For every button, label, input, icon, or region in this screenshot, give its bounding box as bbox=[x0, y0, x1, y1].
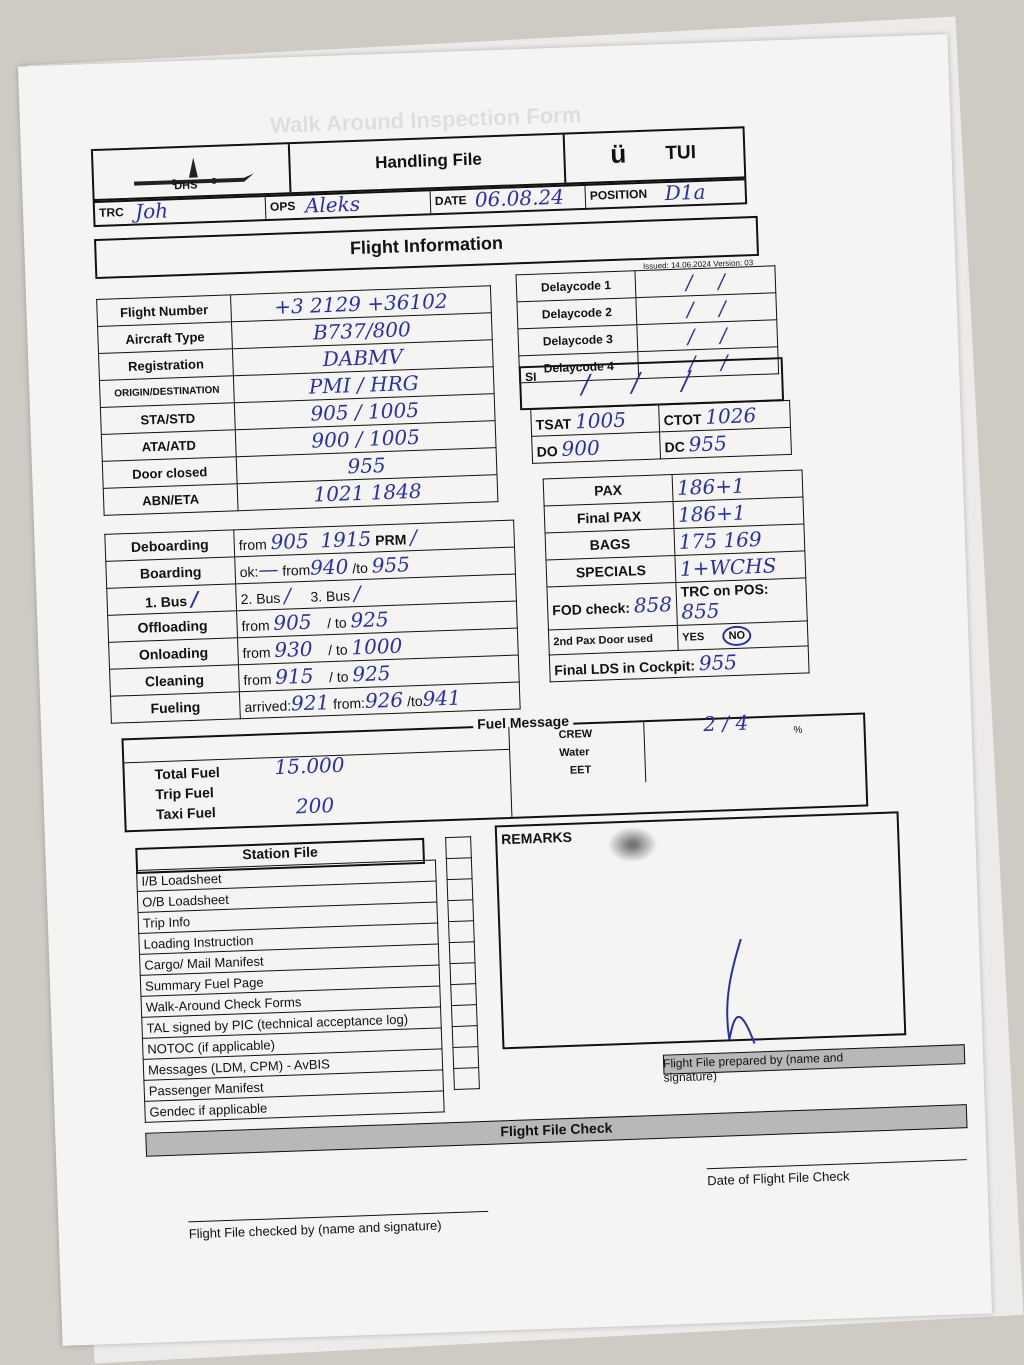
fod-label: FOD check: bbox=[551, 599, 631, 619]
flight-info-value: 905 / 1005 bbox=[234, 394, 495, 430]
onloading-from-label: from bbox=[242, 644, 271, 662]
station-file-checkbox[interactable] bbox=[451, 1005, 477, 1027]
checked-by-label: Flight File checked by (name and signature) bbox=[188, 1217, 442, 1242]
station-file-item: Gendec if applicable bbox=[145, 1091, 445, 1122]
pax-value: 175 169 bbox=[674, 524, 805, 556]
fod-value: 858 bbox=[633, 592, 673, 618]
si-label: SI bbox=[524, 369, 537, 385]
delaycode-label: Delaycode 1 bbox=[516, 271, 636, 302]
ink-stain bbox=[607, 826, 658, 864]
deboarding-second-value: 1915 bbox=[319, 526, 372, 553]
station-file-checkbox[interactable] bbox=[452, 1026, 478, 1048]
flight-info-label: ORIGIN/DESTINATION bbox=[99, 376, 234, 408]
station-file-item: Summary Fuel Page bbox=[140, 965, 440, 996]
tui-logo bbox=[563, 128, 747, 182]
delaycode-label: Delaycode 2 bbox=[517, 298, 637, 329]
pax-label: PAX bbox=[543, 475, 673, 506]
flight-info-label: STA/STD bbox=[100, 403, 235, 435]
second-door-label: 2nd Pax Door used bbox=[548, 625, 678, 654]
bleed-through-title: Walk Around Inspection Form bbox=[269, 101, 582, 138]
station-file-item: TAL signed by PIC (technical acceptance log) bbox=[142, 1007, 442, 1038]
station-file-item: Walk-Around Check Forms bbox=[141, 986, 441, 1017]
checked-by-field[interactable] bbox=[188, 1211, 489, 1241]
signature-mark bbox=[701, 938, 785, 1051]
flight-info-value: B737/800 bbox=[231, 313, 492, 349]
dc-value: 955 bbox=[688, 431, 728, 457]
dhs-logo bbox=[93, 144, 292, 199]
cleaning-from-value: 915 bbox=[274, 663, 314, 690]
crew-label: CREW bbox=[558, 727, 593, 742]
pax-label: SPECIALS bbox=[546, 555, 676, 586]
deboarding-from-label: from bbox=[238, 536, 268, 554]
fueling-from-label: from: bbox=[332, 694, 366, 713]
trip-fuel-label: Trip Fuel bbox=[155, 784, 215, 803]
trc-pos-value: 855 bbox=[680, 598, 720, 624]
crew-value: 2 / 4 bbox=[702, 710, 749, 737]
water-unit: % bbox=[793, 724, 803, 736]
tui-smile-icon: ü bbox=[609, 138, 627, 169]
taxi-fuel-label: Taxi Fuel bbox=[155, 804, 217, 823]
handling-file-sheet bbox=[18, 34, 992, 1346]
fueling-to-label: /to bbox=[406, 692, 423, 710]
remarks-box[interactable] bbox=[495, 811, 907, 1049]
ops-label: OPS bbox=[269, 199, 296, 214]
flight-file-check-label: Flight File Check bbox=[500, 1119, 613, 1140]
dc-label: DC bbox=[664, 438, 686, 456]
offloading-to-label: / to bbox=[326, 614, 347, 632]
station-file-checkbox[interactable] bbox=[454, 1068, 480, 1090]
ctot-label: CTOT bbox=[663, 410, 702, 429]
issued-note: Issued: 14.06.2024 Version: 03 bbox=[642, 258, 754, 271]
station-file-item: NOTOC (if applicable) bbox=[142, 1028, 442, 1059]
boarding-to-label: /to bbox=[352, 559, 369, 577]
form-title: Handling File bbox=[374, 149, 483, 173]
tui-brand: TUI bbox=[665, 142, 697, 165]
station-file-checkbox[interactable] bbox=[447, 879, 473, 901]
flight-info-value: +3 2129 +36102 bbox=[231, 286, 492, 322]
onloading-to-value: 1000 bbox=[350, 633, 403, 660]
flight-info-value: PMI / HRG bbox=[233, 367, 494, 403]
pax-table bbox=[543, 469, 810, 682]
tsat-value: 1005 bbox=[574, 407, 627, 434]
station-file-checkbox[interactable] bbox=[449, 921, 475, 943]
remarks-label: REMARKS bbox=[500, 828, 573, 848]
pax-value: 186+1 bbox=[672, 470, 803, 502]
station-file-checkbox[interactable] bbox=[450, 963, 476, 985]
pax-value: 1+WCHS bbox=[675, 551, 806, 583]
cleaning-to-value: 925 bbox=[351, 660, 391, 687]
ops-value: Aleks bbox=[304, 191, 361, 218]
flight-info-title: Flight Information bbox=[349, 232, 504, 259]
ops-table: Deboarding from 905 1915 PRM / Boarding ok:— from940 /to 955 1. Bus / 2. Bus / 3. Bus / Offloading from 905 / to 925 Onloading from 930 / to 1000 Cleaning from 915 / to 925 Fueling arrived:921 from:926 /to941 bbox=[104, 520, 520, 724]
position-label: POSITION bbox=[589, 186, 648, 203]
onloading-from-value: 930 bbox=[273, 636, 313, 663]
station-file-checkbox[interactable] bbox=[446, 858, 472, 880]
deboarding-from-value: 905 bbox=[270, 528, 310, 555]
station-file-item: Loading Instruction bbox=[139, 923, 439, 954]
fueling-to-value: 941 bbox=[422, 685, 462, 711]
flight-info-value: 900 / 1005 bbox=[235, 421, 496, 457]
station-file-checkbox[interactable] bbox=[448, 900, 474, 922]
delaycode-value: / / bbox=[638, 347, 779, 379]
lds-value: 955 bbox=[698, 649, 738, 676]
station-checkboxes bbox=[445, 836, 480, 1090]
prm-label: PRM bbox=[374, 531, 407, 549]
delaycode-value: / / bbox=[635, 266, 776, 298]
bus-2-label: 2. Bus bbox=[240, 589, 281, 608]
door-no-option[interactable]: NO bbox=[722, 625, 751, 646]
delaycode-label: Delaycode 3 bbox=[518, 325, 638, 356]
fueling-arrived-value: 921 bbox=[290, 690, 330, 716]
prepared-label: Flight File prepared by (name and signature) bbox=[662, 1050, 844, 1085]
deboarding-label: Deboarding bbox=[105, 530, 235, 561]
boarding-ok-label: ok: bbox=[239, 563, 259, 581]
station-file-item: Messages (LDM, CPM) - AvBIS bbox=[143, 1049, 443, 1080]
bus-3-label: 3. Bus bbox=[310, 587, 351, 605]
station-file-checkbox[interactable] bbox=[449, 942, 475, 964]
boarding-to-value: 955 bbox=[371, 552, 411, 578]
cleaning-label: Cleaning bbox=[110, 665, 240, 696]
taxi-fuel-value: 200 bbox=[295, 793, 335, 819]
delaycode-value: / / bbox=[637, 320, 778, 352]
times-table bbox=[530, 400, 792, 464]
station-file-item: Cargo/ Mail Manifest bbox=[140, 944, 440, 975]
flight-info-value: DABMV bbox=[232, 340, 493, 376]
flight-info-value: 1021 1848 bbox=[237, 475, 498, 511]
lds-label: Final LDS in Cockpit: bbox=[554, 657, 696, 679]
si-strokes: / / / bbox=[580, 366, 691, 401]
station-file-item: O/B Loadsheet bbox=[137, 881, 437, 912]
bus-1-label: 1. Bus / bbox=[107, 584, 237, 615]
flight-info-label: ABN/ETA bbox=[103, 484, 238, 516]
offloading-label: Offloading bbox=[108, 611, 238, 642]
offloading-to-value: 925 bbox=[350, 607, 390, 633]
station-file-checkbox[interactable] bbox=[453, 1047, 479, 1069]
door-yes-option[interactable]: YES bbox=[682, 631, 705, 644]
station-file-item: Passenger Manifest bbox=[144, 1070, 444, 1101]
trc-value: Joh bbox=[134, 198, 169, 224]
tsat-label: TSAT bbox=[535, 415, 572, 433]
total-fuel-label: Total Fuel bbox=[154, 764, 221, 783]
flight-info-label: Registration bbox=[99, 349, 234, 381]
fueling-arrived-label: arrived: bbox=[244, 697, 292, 716]
station-file-checkbox[interactable] bbox=[446, 837, 472, 859]
pax-value: 186+1 bbox=[673, 497, 804, 529]
date-value: 06.08.24 bbox=[474, 184, 565, 212]
delaycode-label: Delaycode 4 bbox=[519, 352, 639, 383]
eet-label: EET bbox=[569, 764, 592, 777]
offloading-from-label: from bbox=[241, 617, 270, 635]
boarding-label: Boarding bbox=[106, 557, 236, 588]
delaycode-value: / / bbox=[636, 293, 777, 325]
total-fuel-value: 15.000 bbox=[274, 752, 345, 780]
fueling-from-value: 926 bbox=[364, 687, 404, 713]
position-value: D1a bbox=[664, 179, 706, 206]
do-label: DO bbox=[536, 443, 558, 460]
trc-label: TRC bbox=[98, 205, 125, 220]
station-file-item: Trip Info bbox=[138, 902, 438, 933]
boarding-from-value: 940 bbox=[309, 554, 349, 580]
station-file-list bbox=[136, 860, 445, 1123]
fueling-label: Fueling bbox=[110, 692, 240, 723]
cleaning-from-label: from bbox=[243, 671, 272, 689]
cleaning-to-label: / to bbox=[328, 668, 349, 686]
station-file-title: Station File bbox=[242, 843, 319, 863]
onloading-label: Onloading bbox=[109, 638, 239, 669]
water-label: Water bbox=[559, 746, 590, 760]
onloading-to-label: / to bbox=[327, 641, 348, 659]
do-value: 900 bbox=[561, 435, 601, 461]
boarding-from-label: from bbox=[281, 561, 311, 579]
flight-info-table bbox=[96, 285, 498, 516]
offloading-from-value: 905 bbox=[272, 609, 312, 636]
flight-info-value: 955 bbox=[236, 448, 497, 484]
ctot-value: 1026 bbox=[704, 403, 757, 429]
date-check-field[interactable] bbox=[707, 1159, 968, 1188]
logo-text: DHS bbox=[174, 179, 198, 193]
pax-label: Final PAX bbox=[544, 502, 674, 533]
station-file-item: I/B Loadsheet bbox=[137, 860, 437, 891]
flight-info-label: Flight Number bbox=[97, 295, 232, 327]
date-check-label: Date of Flight File Check bbox=[706, 1168, 850, 1189]
flight-info-label: Aircraft Type bbox=[98, 322, 233, 354]
fuel-section bbox=[121, 712, 868, 832]
date-label: DATE bbox=[434, 193, 467, 209]
flight-info-label: Door closed bbox=[102, 457, 237, 489]
trc-pos-label: TRC on POS: bbox=[680, 580, 769, 600]
station-file-checkbox[interactable] bbox=[451, 984, 477, 1006]
pax-label: BAGS bbox=[545, 529, 675, 560]
fuel-message-label: Fuel Message bbox=[473, 713, 573, 732]
flight-info-label: ATA/ATD bbox=[101, 430, 236, 462]
